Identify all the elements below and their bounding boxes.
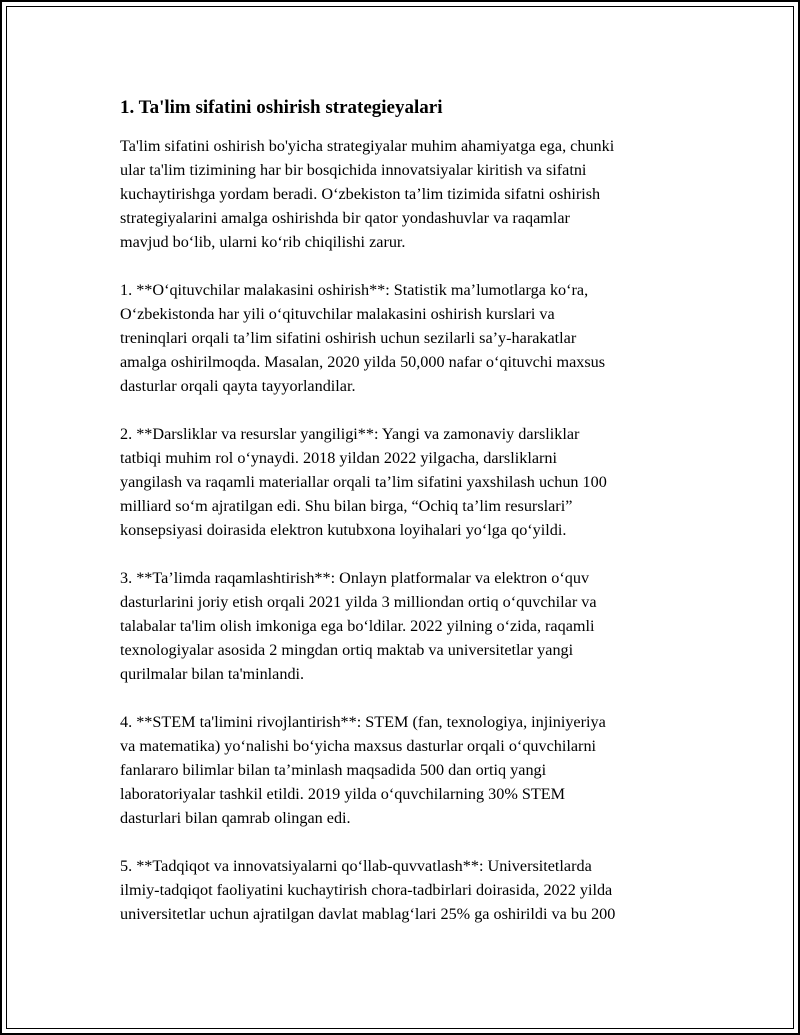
paragraph-line: dasturlar orqali qayta tayyorlandilar. [120,377,356,395]
intro-paragraph [120,134,690,254]
paragraph-line: milliard so‘m ajratilgan edi. Shu bilan birga, “Ochiq ta’lim resurslari” [120,497,573,515]
section-heading: 1. Ta'lim sifatini oshirish strategieyalari [120,97,443,118]
paragraph-line: tatbiqi muhim rol o‘ynaydi. 2018 yildan 2022 yilgacha, darsliklarni [120,449,557,467]
paragraph-line: qurilmalar bilan ta'minlandi. [120,665,305,683]
document-body [120,90,690,950]
paragraph-line: yangilash va raqamli materiallar orqali ta’lim sifatini yaxshilash uchun 100 [120,473,607,491]
paragraph-line: ilmiy-tadqiqot faoliyatini kuchaytirish chora-tadbirlari doirasida, 2022 yilda [120,881,613,899]
paragraph-line: treninqlari orqali ta’lim sifatini oshirish uchun sezilarli sa’y-harakatlar [120,329,577,347]
paragraph-line: dasturlari bilan qamrab olingan edi. [120,809,351,827]
paragraph-line: 2. **Darsliklar va resurslar yangiligi**: Yangi va zamonaviy darsliklar [120,425,580,443]
list-item-textbooks [120,422,690,542]
paragraph-line: 3. **Ta’limda raqamlashtirish**: Onlayn platformalar va elektron o‘quv [120,569,590,587]
paragraph-line: kuchaytirishga yordam beradi. O‘zbekiston ta’lim tizimida sifatni oshirish [120,185,601,203]
paragraph-line: strategiyalarini amalga oshirishda bir qator yondashuvlar va raqamlar [120,209,570,227]
paragraph-line: va matematika) yo‘nalishi bo‘yicha maxsus dasturlar orqali o‘quvchilarni [120,737,597,755]
paragraph-line: texnologiyalar asosida 2 mingdan ortiq maktab va universitetlar yangi [120,641,574,659]
paragraph-line: amalga oshirilmoqda. Masalan, 2020 yilda 50,000 nafar o‘qituvchi maxsus [120,353,606,371]
paragraph-line: 4. **STEM ta'limini rivojlantirish**: STEM (fan, texnologiya, injiniyeriya [120,713,606,731]
list-item-teacher-training [120,278,690,398]
paragraph-line: fanlararo bilimlar bilan ta’minlash maqsadida 500 dan ortiq yangi [120,761,547,779]
paragraph-line: ular ta'lim tizimining har bir bosqichida innovatsiyalar kiritish va sifatni [120,161,587,179]
paragraph-line: O‘zbekistonda har yili o‘qituvchilar malakasini oshirish kurslari va [120,305,555,323]
list-item-digitalization [120,566,690,686]
list-item-research [120,854,690,926]
paragraph-line: mavjud bo‘lib, ularni ko‘rib chiqilishi zarur. [120,233,406,251]
list-item-stem [120,710,690,830]
paragraph-line: Ta'lim sifatini oshirish bo'yicha strategiyalar muhim ahamiyatga ega, chunki [120,137,615,155]
paragraph-line: talabalar ta'lim olish imkoniga ega bo‘ldilar. 2022 yilning o‘zida, raqamli [120,617,595,635]
paragraph-line: laboratoriyalar tashkil etildi. 2019 yilda o‘quvchilarning 30% STEM [120,785,566,803]
paragraph-line: dasturlarini joriy etish orqali 2021 yilda 3 milliondan ortiq o‘quvchilar va [120,593,597,611]
paragraph-line: konsepsiyasi doirasida elektron kutubxona loyihalari yo‘lga qo‘yildi. [120,521,567,539]
paragraph-line: universitetlar uchun ajratilgan davlat mablag‘lari 25% ga oshirildi va bu 200 [120,905,616,923]
paragraph-line: 1. **O‘qituvchilar malakasini oshirish**: Statistik ma’lumotlarga ko‘ra, [120,281,589,299]
paragraph-line: 5. **Tadqiqot va innovatsiyalarni qo‘llab-quvvatlash**: Universitetlarda [120,857,592,875]
